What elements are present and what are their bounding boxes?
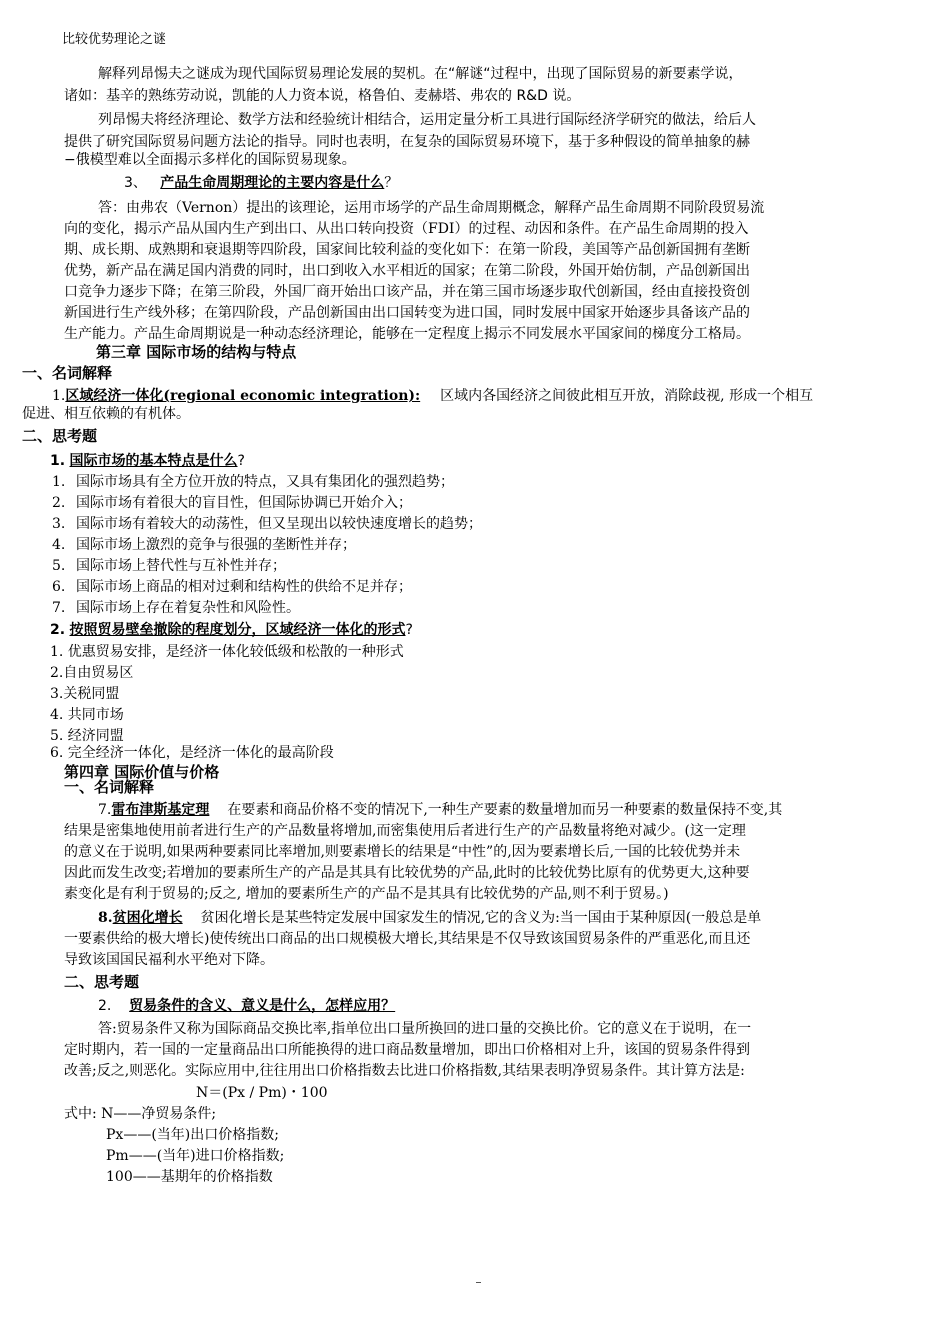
question-heading: 2. 贸易条件的含义、意义是什么，怎样应用？: [98, 998, 396, 1014]
list-item: 2.自由贸易区: [50, 665, 134, 681]
list-item: 3.关税同盟: [50, 686, 120, 702]
list-item: 5. 国际市场上替代性与互补性并存；: [52, 558, 286, 574]
paragraph-line: 的意义在于说明,如果两种要素同比率增加,则要素增长的结果是“中性”的,因为要素增长后,一国的比较优势并未: [64, 844, 741, 860]
term-name: 贫困化增长: [112, 910, 183, 926]
answer-line: 生产能力。产品生命周期说是一种动态经济理论，能够在一定程度上揭示不同发展水平国家间的梯度分工格局。: [64, 326, 750, 342]
term-definition: 8.贫困化增长 贫困化增长是某些特定发展中国家发生的情况,它的含义为:当一国由于某种原因(一般总是单: [98, 910, 762, 926]
list-item: 2. 国际市场有着很大的盲目性，但国际协调已开始介入；: [52, 495, 412, 511]
list-item: 1. 优惠贸易安排，是经济一体化较低级和松散的一种形式: [50, 644, 404, 660]
chapter-title: 第三章 国际市场的结构与特点: [96, 343, 297, 361]
section-heading: 二、思考题: [64, 973, 140, 991]
answer-line: 期、成长期、成熟期和衰退期等四阶段，国家间比较利益的变化如下：在第一阶段，美国等产品创新国拥有垄断: [64, 242, 750, 258]
section-heading: 二、思考题: [22, 427, 98, 445]
answer-line: 新国进行生产线外移；在第四阶段，产品创新国由出口国转变为进口国，同时发展中国家开始逐步具备该产品的: [64, 305, 750, 321]
list-item: 6. 完全经济一体化，是经济一体化的最高阶段: [50, 745, 334, 761]
question-title: 贸易条件的含义、意义是什么，怎样应用？: [129, 998, 396, 1014]
answer-line: 改善;反之,则恶化。实际应用中,往往用出口价格指数去比进口价格指数,其结果表明净贸易条件。其计算方法是:: [64, 1063, 745, 1079]
paragraph-line: 解释列昂惕夫之谜成为现代国际贸易理论发展的契机。在“解谜“过程中，出现了国际贸易的新要素学说，: [98, 66, 743, 82]
section-heading: 一、名词解释: [22, 364, 113, 382]
formula-definition: 100——基期年的价格指数: [106, 1169, 273, 1185]
paragraph-line: 提供了研究国际贸易问题方法论的指导。同时也表明，在复杂的国际贸易环境下，基于多种假设的简单抽象的赫: [64, 134, 750, 150]
formula-definition: Pm——(当年)进口价格指数;: [106, 1148, 285, 1164]
answer-line: 向的变化，揭示产品从国内生产到出口、从出口转向投资（FDI）的过程、动因和条件。在产品生命周期的投入: [64, 221, 749, 237]
term-name: 区域经济一体化(regional economic integration):: [65, 388, 421, 404]
formula: N＝(Px / Pm)・100: [196, 1085, 328, 1101]
question-title: 按照贸易壁垒撤除的程度划分，区域经济一体化的形式: [69, 622, 406, 638]
paragraph-line: −俄模型难以全面揭示多样化的国际贸易现象。: [64, 152, 356, 168]
question-heading: 1. 国际市场的基本特点是什么?: [50, 453, 245, 469]
term-definition: 1.区域经济一体化(regional economic integration): 区域内各国经济之间彼此相互开放，消除歧视, 形成一个相互: [52, 388, 814, 404]
list-item: 1. 国际市场具有全方位开放的特点，又具有集团化的强烈趋势；: [52, 474, 454, 490]
answer-line: 优势，新产品在满足国内消费的同时，出口到收入水平相近的国家；在第二阶段，外国开始仿制，产品创新国出: [64, 263, 750, 279]
list-item: 6. 国际市场上商品的相对过剩和结构性的供给不足并存；: [52, 579, 412, 595]
term-definition: 7.雷布津斯基定理 在要素和商品价格不变的情况下,一种生产要素的数量增加而另一种要素的数量保持不变,其: [98, 802, 783, 818]
paragraph-line: 一要素供给的极大增长)使传统出口商品的出口规模极大增长,其结果是不仅导致该国贸易条件的严重恶化,而且还: [64, 931, 751, 947]
section-heading: 一、名词解释: [64, 778, 155, 796]
term-definition-line: 促进、相互依赖的有机体。: [22, 406, 190, 422]
question-number: 3、: [124, 175, 147, 191]
list-item: 7. 国际市场上存在着复杂性和风险性。: [52, 600, 300, 616]
question-heading: 2. 按照贸易壁垒撤除的程度划分，区域经济一体化的形式?: [50, 622, 413, 638]
paragraph-line: 素变化是有利于贸易的;反之, 增加的要素所生产的产品不是其具有比较优势的产品,则不利于贸易。): [64, 886, 669, 902]
answer-line: 答：由弗农（Vernon）提出的该理论，运用市场学的产品生命周期概念，解释产品生命周期不同阶段贸易流: [98, 200, 765, 216]
answer-line: 定时期内，若一国的一定量商品出口所能换得的进口商品数量增加，即出口价格相对上升，该国的贸易条件得到: [64, 1042, 750, 1058]
cropped-top-heading: 比较优势理论之谜: [62, 32, 167, 47]
list-item: 4. 国际市场上激烈的竞争与很强的垄断性并存；: [52, 537, 356, 553]
question-title: 产品生命周期理论的主要内容是什么: [160, 175, 385, 191]
list-item: 5. 经济同盟: [50, 728, 124, 744]
question-title: 国际市场的基本特点是什么: [69, 453, 238, 469]
answer-line: 口竞争力逐步下降；在第三阶段，外国厂商开始出口该产品，并在第三国市场逐步取代创新国，经由直接投资创: [64, 284, 750, 300]
list-item: 3. 国际市场有着较大的动荡性，但又呈现出以较快速度增长的趋势；: [52, 516, 482, 532]
paragraph-line: 列昂惕夫将经济理论、数学方法和经验统计相结合，运用定量分析工具进行国际经济学研究的做法，给后人: [98, 112, 756, 128]
formula-definition: Px——(当年)出口价格指数;: [106, 1127, 279, 1143]
paragraph-line: 因此而发生改变;若增加的要素所生产的产品是其具有比较优势的产品,此时的比较优势比原有的优势更大,这种要: [64, 865, 750, 881]
term-name: 雷布津斯基定理: [111, 802, 210, 818]
list-item: 4. 共同市场: [50, 707, 124, 723]
paragraph-line: 结果是密集地使用前者进行生产的产品数量将增加,而密集使用后者进行生产的产品数量将绝对减少。(这一定理: [64, 823, 746, 839]
chapter-title: 第四章 国际价值与价格: [64, 763, 220, 781]
paragraph-line: 导致该国国民福利水平绝对下降。: [64, 952, 274, 968]
question-heading: 3、 产品生命周期理论的主要内容是什么？: [124, 175, 399, 191]
paragraph-line: 诸如：基辛的熟练劳动说，凯能的人力资本说，格鲁伯、麦赫塔、弗农的 R&D 说。: [64, 88, 581, 104]
page-footer-mark: [476, 1282, 481, 1283]
answer-line: 答:贸易条件又称为国际商品交换比率,指单位出口量所换回的进口量的交换比价。它的意义在于说明，在一: [98, 1021, 752, 1037]
formula-definition: 式中: N——净贸易条件;: [64, 1106, 217, 1122]
